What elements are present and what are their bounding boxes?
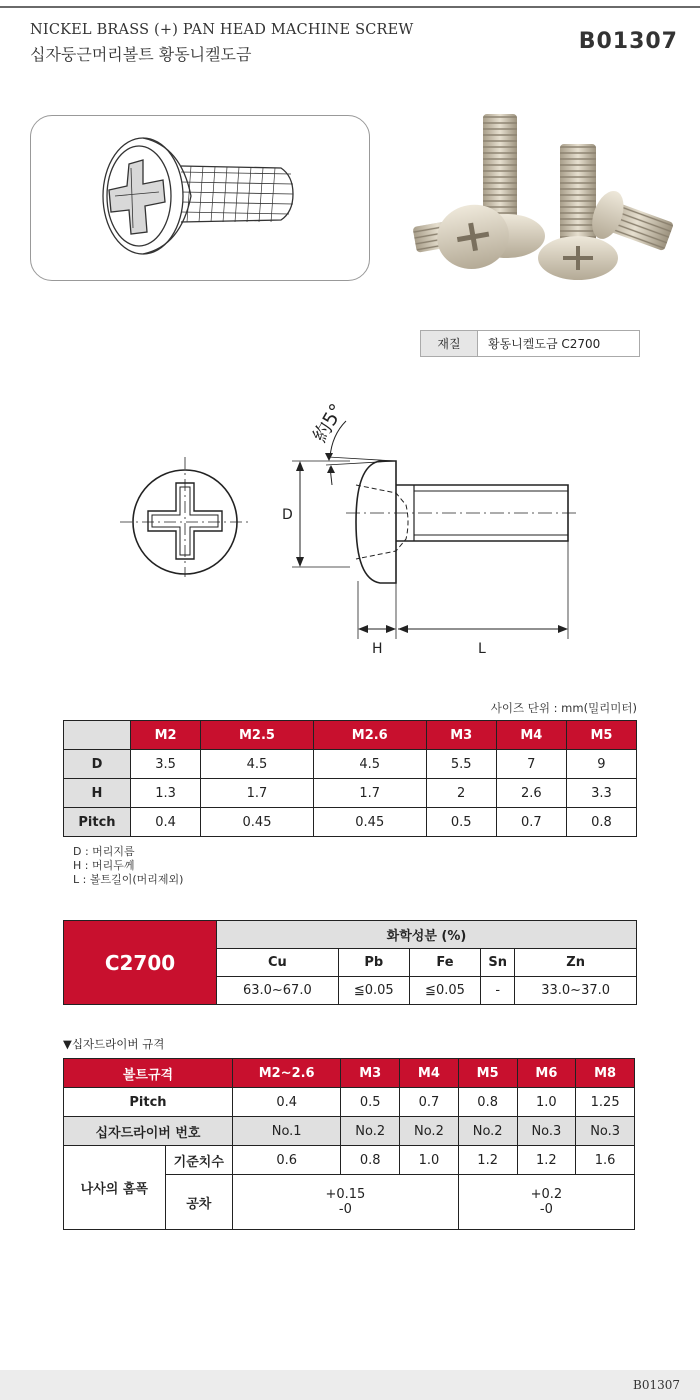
size-header-cell: M5 <box>566 721 636 750</box>
note-line: D : 머리지름 <box>73 845 135 858</box>
table-cell: 0.8 <box>458 1088 517 1117</box>
table-cell: No.1 <box>233 1117 341 1146</box>
driver-spec-table <box>63 1058 635 1230</box>
material-table <box>420 330 640 357</box>
table-cell: 3.5 <box>131 750 201 779</box>
table-cell: 0.4 <box>233 1088 341 1117</box>
row-label: 나사의 홈폭 <box>64 1146 166 1230</box>
size-header-cell: M3 <box>426 721 496 750</box>
screw-sketch-image <box>31 116 369 280</box>
table-cell: No.2 <box>458 1117 517 1146</box>
table-cell: 0.8 <box>566 808 636 837</box>
note-line: H : 머리두께 <box>73 859 135 872</box>
table-cell: 1.7 <box>313 779 426 808</box>
table-row <box>64 808 637 837</box>
dimension-notes <box>73 845 183 887</box>
product-photo <box>395 108 680 293</box>
row-label: Pitch <box>64 808 131 837</box>
size-header-empty <box>64 721 131 750</box>
footer-bar <box>0 1370 700 1400</box>
h-label: H <box>372 641 383 657</box>
sketch-image-frame <box>30 115 370 281</box>
chem-title: 화학성분 (%) <box>217 921 637 949</box>
top-rule <box>0 6 700 8</box>
l-label: L <box>478 641 486 657</box>
row-label: H <box>64 779 131 808</box>
tolerance-upper: +0.15 <box>325 1187 366 1202</box>
row-label: Pitch <box>64 1088 233 1117</box>
element-cell: Zn <box>515 949 637 977</box>
table-cell: 1.0 <box>517 1088 576 1117</box>
tolerance-cell <box>233 1175 459 1230</box>
size-header-cell: M2 <box>131 721 201 750</box>
title-korean: 십자둥근머리볼트 황동니켈도금 <box>30 45 252 64</box>
table-cell: No.3 <box>576 1117 635 1146</box>
table-cell: 0.5 <box>341 1088 400 1117</box>
table-row <box>64 1146 635 1175</box>
table-cell: 0.5 <box>426 808 496 837</box>
footer-code: B01307 <box>633 1378 680 1392</box>
size-table <box>63 720 637 837</box>
table-row <box>64 1117 635 1146</box>
size-header-cell: M4 <box>400 1059 459 1088</box>
table-cell: 1.25 <box>576 1088 635 1117</box>
driver-header-label: 볼트규격 <box>64 1059 233 1088</box>
table-row <box>64 750 637 779</box>
size-header-cell: M2.6 <box>313 721 426 750</box>
row-label: 십자드라이버 번호 <box>64 1117 233 1146</box>
size-unit-note: 사이즈 단위 : mm(밀리미터) <box>490 701 637 715</box>
table-cell: 3.3 <box>566 779 636 808</box>
tolerance-upper: +0.2 <box>530 1187 563 1202</box>
table-cell: No.2 <box>400 1117 459 1146</box>
size-header-cell: M5 <box>458 1059 517 1088</box>
driver-section-title: ▼십자드라이버 규격 <box>63 1037 165 1051</box>
table-cell: 4.5 <box>201 750 314 779</box>
table-cell: 4.5 <box>313 750 426 779</box>
table-cell: 0.7 <box>496 808 566 837</box>
table-cell: 1.0 <box>400 1146 459 1175</box>
tolerance-cell <box>458 1175 634 1230</box>
table-cell: 1.7 <box>201 779 314 808</box>
d-label: D <box>282 507 293 523</box>
material-label: 재질 <box>421 331 478 357</box>
table-cell: ≦0.05 <box>409 977 480 1005</box>
table-cell: 0.6 <box>233 1146 341 1175</box>
element-cell: Cu <box>217 949 339 977</box>
angle-label: 約5° <box>308 400 349 447</box>
dimension-diagram <box>110 385 590 665</box>
row-label: 공차 <box>165 1175 232 1230</box>
tolerance-lower: -0 <box>539 1202 553 1217</box>
element-cell: Pb <box>338 949 409 977</box>
table-cell: No.2 <box>341 1117 400 1146</box>
table-cell: 0.45 <box>201 808 314 837</box>
table-cell: 0.4 <box>131 808 201 837</box>
table-cell: 1.2 <box>458 1146 517 1175</box>
table-cell: 9 <box>566 750 636 779</box>
table-cell: ≦0.05 <box>338 977 409 1005</box>
table-cell: 5.5 <box>426 750 496 779</box>
material-value: 황동니켈도금 C2700 <box>478 331 640 357</box>
title-english: NICKEL BRASS (+) PAN HEAD MACHINE SCREW <box>30 22 414 38</box>
size-header-cell: M8 <box>576 1059 635 1088</box>
row-label: 기준치수 <box>165 1146 232 1175</box>
element-cell: Fe <box>409 949 480 977</box>
table-cell: 0.45 <box>313 808 426 837</box>
row-label: D <box>64 750 131 779</box>
size-header-cell: M6 <box>517 1059 576 1088</box>
table-row <box>64 779 637 808</box>
table-cell: - <box>481 977 515 1005</box>
table-cell: 1.2 <box>517 1146 576 1175</box>
table-cell: 33.0~37.0 <box>515 977 637 1005</box>
table-cell: 1.3 <box>131 779 201 808</box>
table-row <box>64 1088 635 1117</box>
table-cell: 7 <box>496 750 566 779</box>
element-cell: Sn <box>481 949 515 977</box>
size-header-cell: M4 <box>496 721 566 750</box>
table-cell: 0.7 <box>400 1088 459 1117</box>
table-cell: 2.6 <box>496 779 566 808</box>
product-code: B01307 <box>578 29 678 54</box>
table-cell: No.3 <box>517 1117 576 1146</box>
table-cell: 0.8 <box>341 1146 400 1175</box>
note-line: L : 볼트길이(머리제외) <box>73 873 184 886</box>
table-cell: 1.6 <box>576 1146 635 1175</box>
tolerance-lower: -0 <box>338 1202 352 1217</box>
size-header-cell: M2~2.6 <box>233 1059 341 1088</box>
size-header-cell: M3 <box>341 1059 400 1088</box>
chemical-composition-table <box>63 920 637 1005</box>
chem-material: C2700 <box>64 921 217 1005</box>
table-cell: 2 <box>426 779 496 808</box>
size-header-cell: M2.5 <box>201 721 314 750</box>
table-cell: 63.0~67.0 <box>217 977 339 1005</box>
